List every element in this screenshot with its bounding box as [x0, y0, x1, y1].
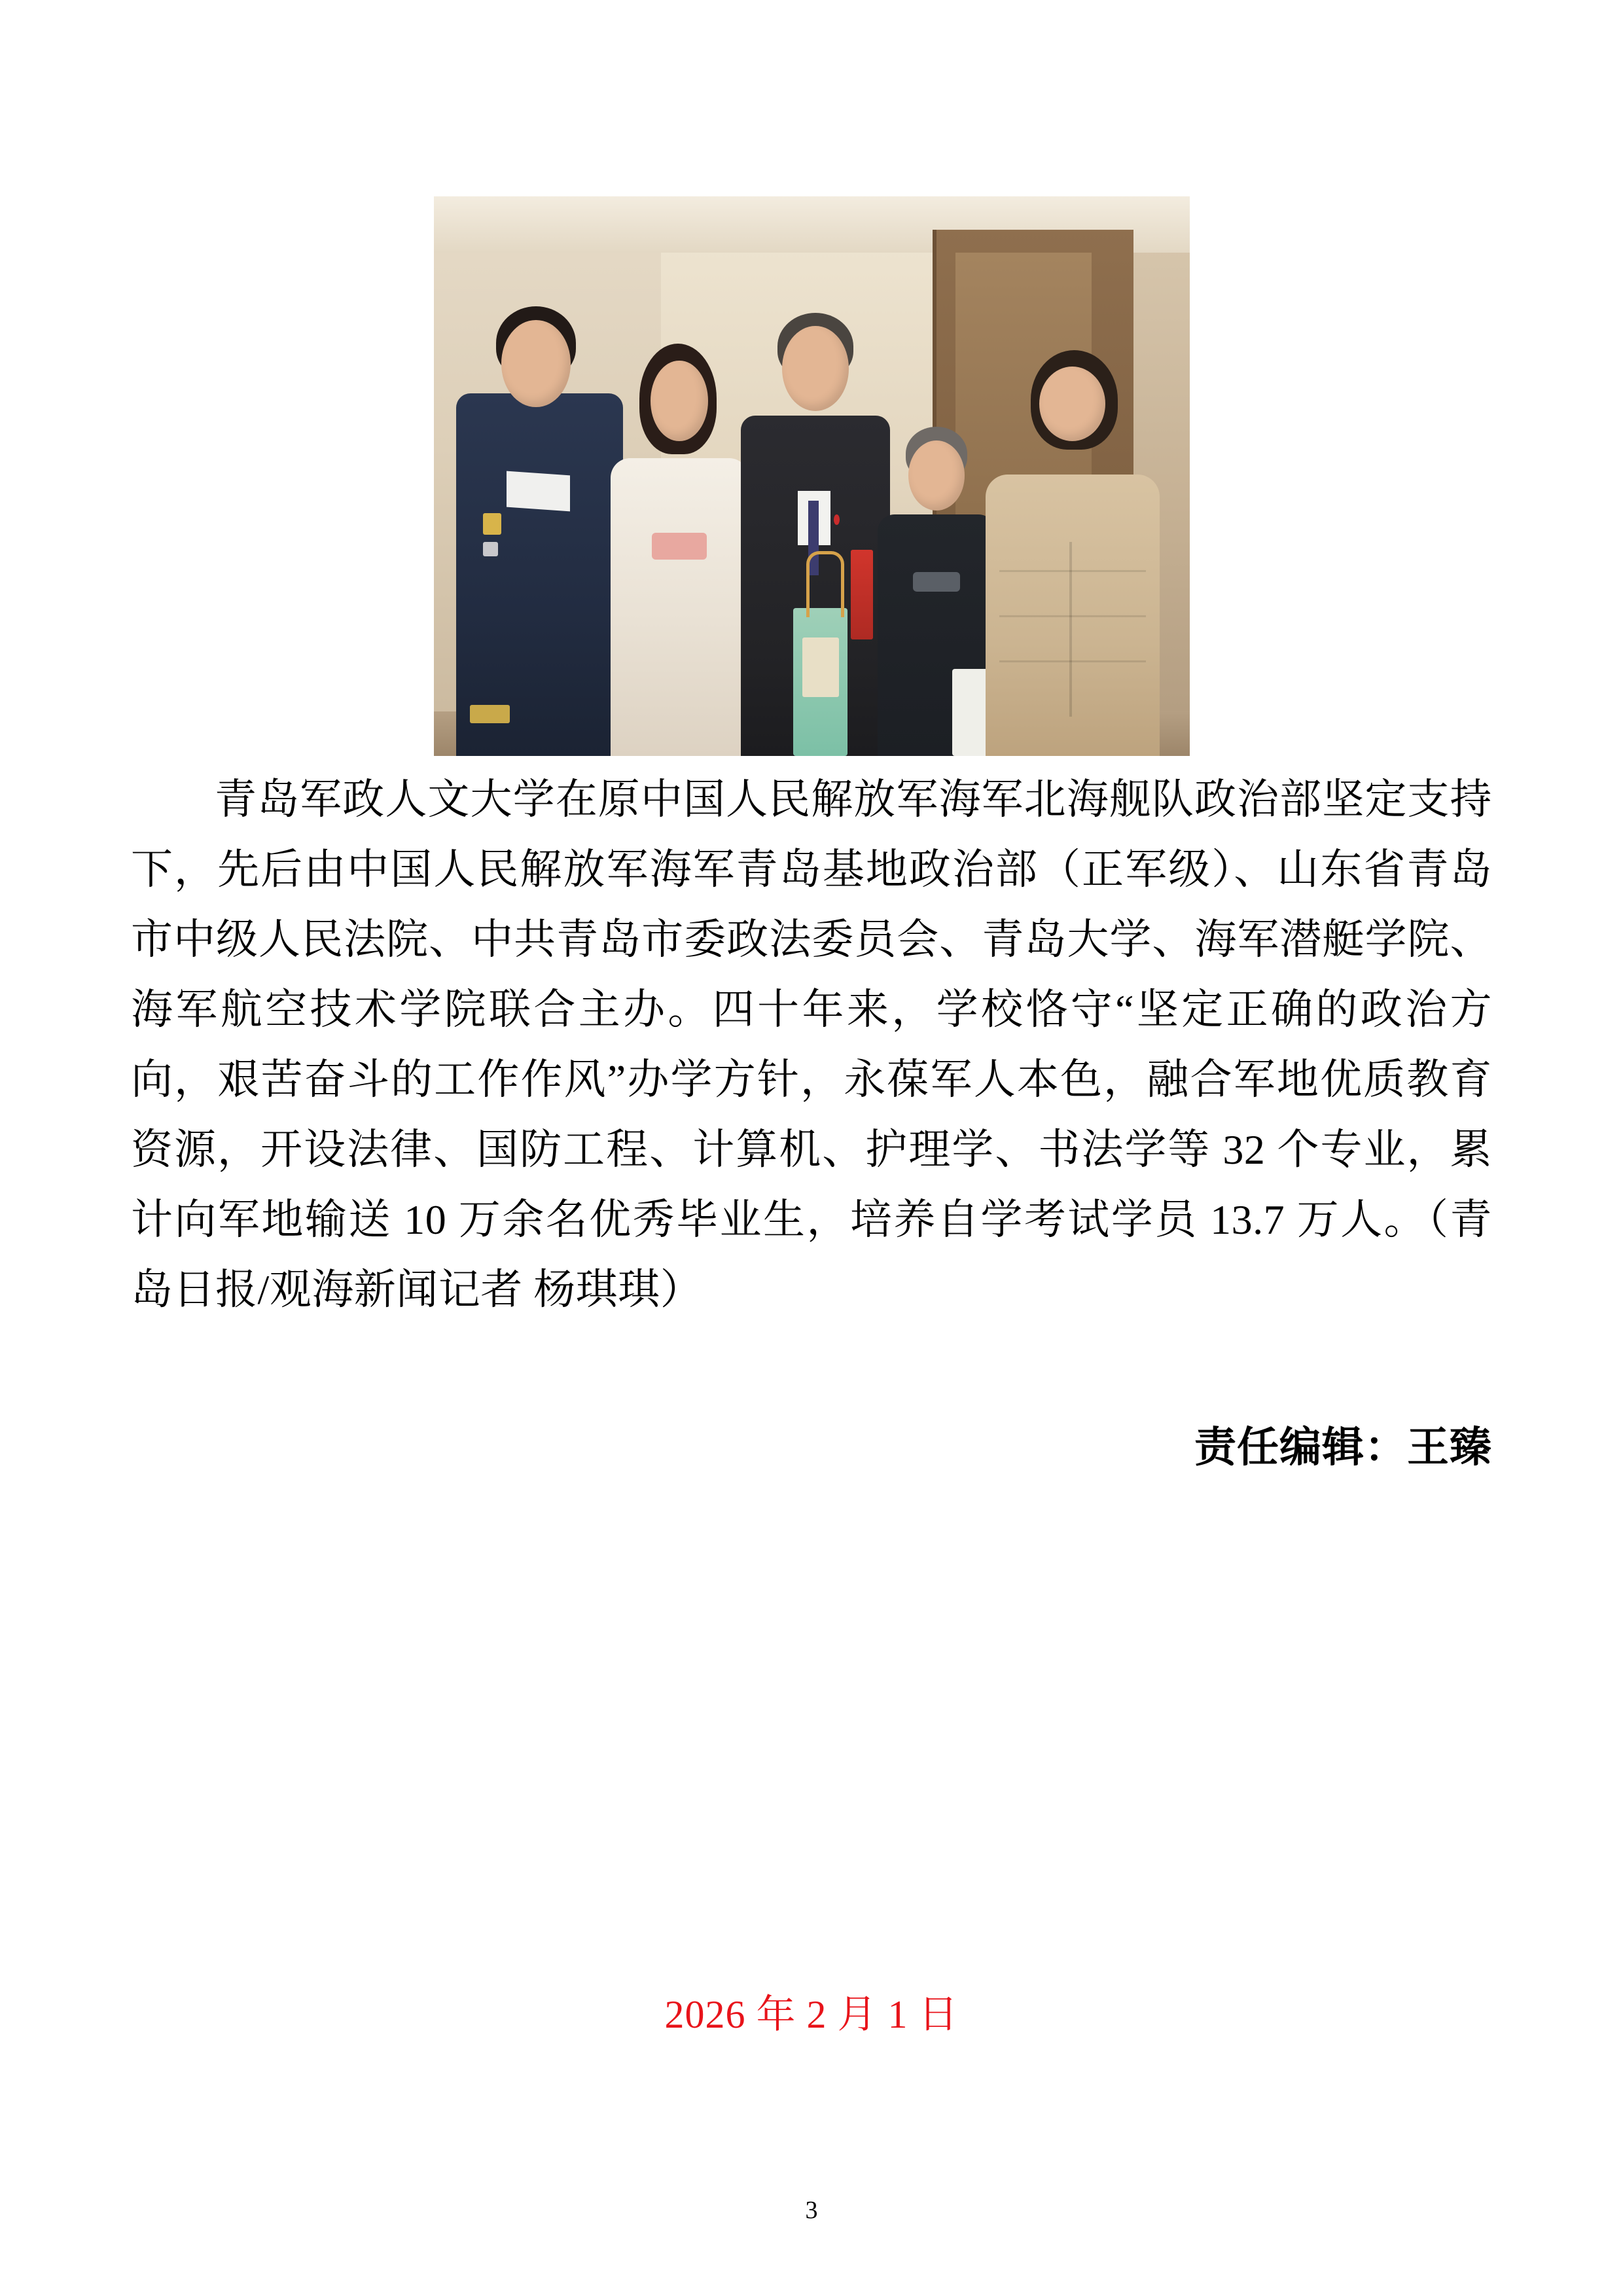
coat-seam [999, 660, 1145, 662]
officer-head [501, 320, 570, 407]
officer-badge [483, 513, 501, 535]
gift-bag-label [802, 637, 839, 696]
photo-person-white-coat [608, 331, 751, 756]
gift-bag-handle [806, 551, 845, 617]
page-number: 3 [805, 2197, 818, 2224]
white-coat [611, 458, 749, 756]
beige-down-coat [986, 475, 1160, 756]
beige-coat-head [1039, 367, 1105, 441]
photo-canvas [434, 196, 1190, 756]
suit-head [782, 326, 849, 411]
coat-zipper [1069, 542, 1072, 717]
officer-cuff-stripe [470, 705, 510, 723]
document-date: 2026 年 2 月 1 日 [664, 1993, 959, 2036]
photo-person-officer [449, 297, 630, 756]
elderly-collar [913, 572, 960, 592]
red-envelope [851, 550, 873, 639]
white-coat-scarf [652, 533, 707, 560]
coat-seam [999, 615, 1145, 617]
officer-name-tag [483, 542, 498, 556]
photo-person-suit [736, 308, 895, 756]
gift-bag [793, 608, 847, 756]
article-photo [434, 196, 1190, 756]
responsible-editor: 责任编辑：王臻 [1194, 1424, 1492, 1471]
coat-seam [999, 570, 1145, 572]
lapel-pin-icon [834, 514, 840, 525]
officer-collar [507, 471, 570, 512]
white-coat-head [651, 361, 708, 441]
article-body [131, 764, 1492, 1325]
officer-uniform [456, 393, 623, 756]
article-paragraph: 青岛军政人文大学在原中国人民解放军海军北海舰队政治部坚定支持下，先后由中国人民解放军海军青岛基地政治部（正军级）、山东省青岛市中级人民法院、中共青岛市委政法委员会、青岛大学、海军潜艇学院、海军航空技术学院联合主办。四十年来，学校恪守“坚定正确的政治方向，艰苦奋斗的工作作风”办学方针，永葆军人本色，融合军地优质教育资源，开设法律、国防工程、计算机、护理学、书法学等 32 个专业，累计向军地输送 10 万余名优秀毕业生，培养自学考试学员 13.7 万人。（青岛日报/观海新闻记者 杨琪琪） [131, 776, 1492, 1313]
photo-person-elderly [872, 420, 1001, 756]
photo-person-beige-coat [986, 342, 1160, 756]
white-gift-bag [952, 669, 991, 756]
elderly-head [908, 440, 965, 511]
